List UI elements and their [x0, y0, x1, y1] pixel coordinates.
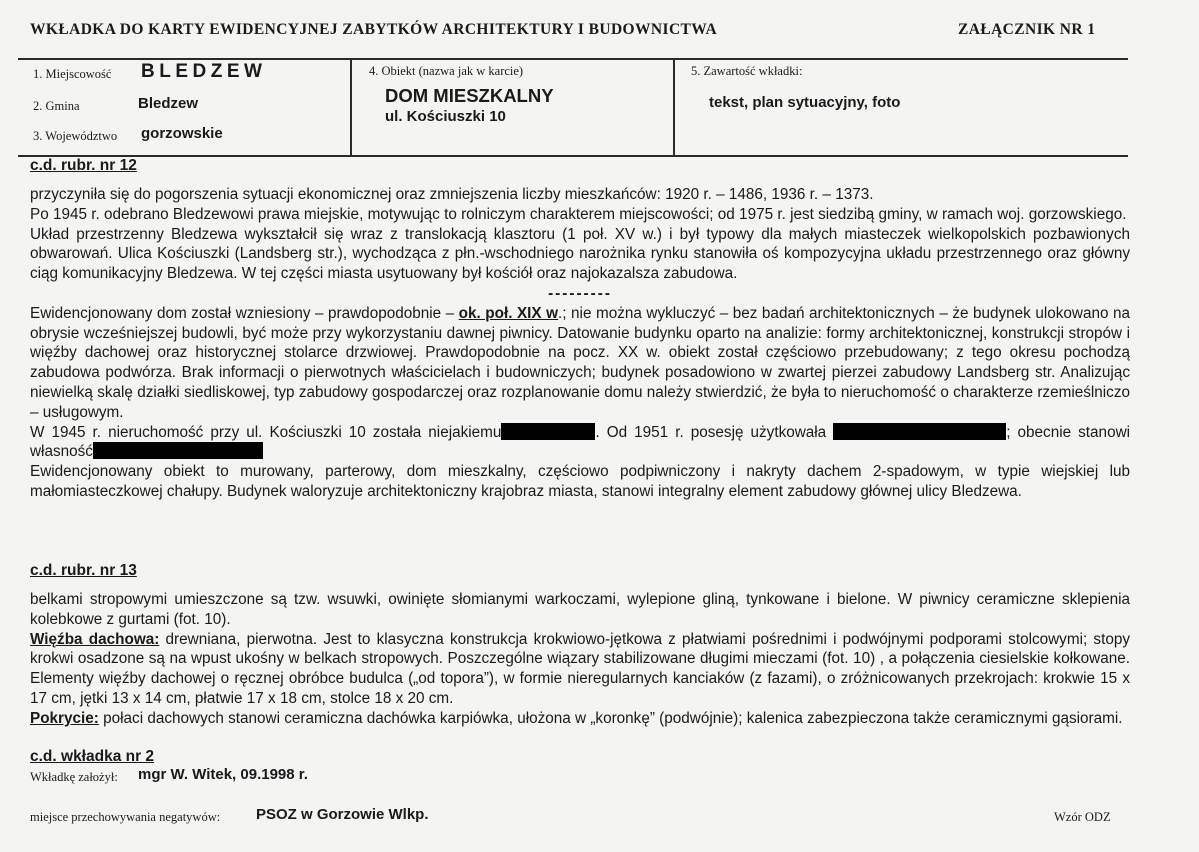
field-divider-2	[673, 59, 675, 156]
redaction-block	[833, 423, 1006, 440]
dating-highlight: ok. poł. XIX w	[458, 304, 559, 322]
template-label: Wzór ODZ	[1054, 810, 1111, 824]
header-top-rule	[18, 58, 1128, 60]
object-name: DOM MIESZKALNY	[385, 85, 554, 106]
contents-label: 5. Zawartość wkładki:	[691, 64, 803, 78]
voivodeship-value: gorzowskie	[141, 125, 223, 142]
contents-value: tekst, plan sytuacyjny, foto	[709, 94, 901, 111]
object-address: ul. Kościuszki 10	[385, 108, 506, 125]
insert-2-heading: c.d. wkładka nr 2	[30, 748, 155, 765]
roof-covering-label: Pokrycie:	[30, 709, 99, 727]
commune-label: 2. Gmina	[33, 99, 80, 113]
redaction-block	[501, 423, 595, 440]
paragraph-text: .; nie można wykluczyć – bez badań architektonicznych – że budynek ulokowano na obrysie wcześniejszej budowli, być może przy wykorzystaniu dawnej piwnicy. Datowanie budynku oparto na analizie: formy architektonicznej, konstrukcji stropów i więźby dachowej oraz historycznej stolarce drzwiowej. Prawdopodobnie na pocz. XX w. obiekt został częściowo przebudowany; z tego okresu pochodzą zabudowa podwórza. Brak informacji o pierwotnych właścicielach i budowniczych; budynek posadowiono w zwartej pierzei zabudowy Landsberg str. Analizując niewielką skalę działki siedliskowej, typ zabudowy gospodarczej oraz rozplanowanie domu należy stwierdzić, że była to nieruchomość o charakterze rzemieślniczo – usługowym.	[30, 304, 1130, 421]
section-12-body	[30, 185, 1130, 502]
header-bottom-rule	[18, 155, 1128, 157]
section-12-paragraph: Po 1945 r. odebrano Bledzewowi prawa miejskie, motywując to rolniczym charakterem miejscowości; od 1975 r. jest siedzibą gminy, w ramach woj. gorzowskiego.	[30, 205, 1127, 223]
commune-value: Bledzew	[138, 95, 199, 112]
locality-value: BLEDZEW	[141, 61, 267, 82]
field-divider-1	[350, 59, 352, 156]
negatives-label: miejsce przechowywania negatywów:	[30, 810, 221, 824]
section-13-paragraph: belkami stropowymi umieszczone są tzw. wsuwki, owinięte słomianymi warkoczami, wylepione gliną, tynkowane i bielone. W piwnicy ceramiczne sklepienia kolebkowe z gurtami (fot. 10).	[30, 591, 1130, 628]
paragraph-text: ; obecnie stanowi własność	[30, 423, 1131, 461]
section-12-paragraph: Układ przestrzenny Bledzewa wykształcił się wraz z translokacją klasztoru (1 poł. XV w.) i był typowy dla małych miasteczek wielkopolskich pozbawionych obwarowań. Ulica Kościuszki (Landsberg str.), wychodząca z płn.-wschodniego narożnika rynku stanowiła oś kompozycyjna układu przestrzennego oraz główny ciąg komunikacyjny Bledzewa. W tej części miasta usytuowany był kościół oraz najokazalsza zabudowa.	[30, 225, 1130, 283]
author-label: Wkładkę założył:	[30, 770, 118, 784]
section-12-paragraph: Ewidencjonowany obiekt to murowany, parterowy, dom mieszkalny, częściowo podpiwniczony i nakryty dachem 2-spadowym, w typie wiejskiej lub małomiasteczkowej chałupy. Budynek waloryzuje architektoniczny krajobraz miasta, stanowi integralny element zabudowy głównej ulicy Bledzewa.	[30, 463, 1130, 500]
section-12-paragraph	[30, 304, 1130, 423]
section-12-heading: c.d. rubr. nr 12	[30, 157, 137, 174]
section-13-paragraph	[30, 630, 1130, 709]
section-13-heading: c.d. rubr. nr 13	[30, 562, 137, 579]
annex-label: ZAŁĄCZNIK NR 1	[958, 21, 1096, 38]
paragraph-text: . Od 1951 r. posesję użytkowała	[595, 423, 827, 441]
roof-structure-label: Więźba dachowa:	[30, 630, 160, 648]
section-13-paragraph	[30, 709, 1130, 729]
object-label: 4. Obiekt (nazwa jak w karcie)	[369, 64, 524, 78]
section-13-body	[30, 590, 1130, 729]
locality-label: 1. Miejscowość	[33, 67, 112, 81]
voivodeship-label: 3. Województwo	[33, 129, 118, 143]
paragraph-text: drewniana, pierwotna. Jest to klasyczna konstrukcja krokwiowo-jętkowa z płatwiami pośrednimi i podwójnymi podporami stolcowymi; stopy krokwi osadzone są na wpust ukośny w belkach stropowych. Poszczególne wiązary stabilizowane długimi mieczami (fot. 10) , a połączenia ciesielskie kołkowane. Elementy więźby dachowej o ręcznej obróbce budulca („od topora”), w formie nieregularnych kanciaków (z fazami), o zróżnicowanych przekrojach: krokwie 15 x 17 cm, jętki 13 x 14 cm, płatwie 17 x 18 cm, stolce 18 x 20 cm.	[30, 630, 1130, 707]
paragraph-text: Ewidencjonowany dom został wzniesiony – prawdopodobnie –	[30, 304, 459, 322]
paragraph-text: W 1945 r. nieruchomość przy ul. Kościuszki 10 została niejakiemu	[30, 423, 502, 441]
section-separator: ---------	[548, 284, 612, 302]
redaction-block	[93, 442, 263, 459]
negatives-value: PSOZ w Gorzowie Wlkp.	[256, 806, 429, 823]
author-value: mgr W. Witek, 09.1998 r.	[138, 766, 308, 783]
section-12-paragraph: przyczyniła się do pogorszenia sytuacji ekonomicznej oraz zmniejszenia liczby mieszkańców: 1920 r. – 1486, 1936 r. – 1373.	[30, 186, 874, 203]
paragraph-text: połaci dachowych stanowi ceramiczna dachówka karpiówka, ułożona w „koronkę” (podwójnie); kalenica zabezpieczona także ceramicznymi gąsiorami.	[98, 709, 1123, 727]
section-12-paragraph	[30, 423, 1130, 463]
document-title: WKŁADKA DO KARTY EWIDENCYJNEJ ZABYTKÓW ARCHITEKTURY I BUDOWNICTWA	[30, 21, 718, 38]
